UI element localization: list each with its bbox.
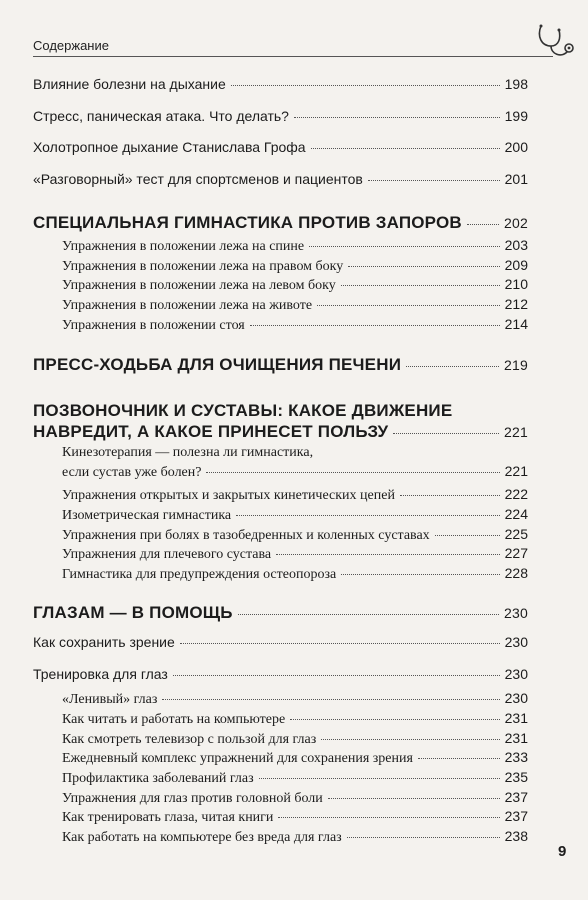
toc-subentry[interactable] bbox=[62, 690, 528, 708]
toc-entry-title-line2: если сустав уже болен? bbox=[62, 465, 202, 480]
toc-entry-title: Профилактика заболеваний глаз bbox=[62, 771, 254, 786]
dot-leader bbox=[347, 837, 500, 838]
toc-entry-title: Упражнения открытых и закрытых кинетических цепей bbox=[62, 488, 395, 503]
toc-entry-title: Как читать и работать на компьютере bbox=[62, 712, 286, 727]
dot-leader bbox=[276, 554, 500, 555]
toc-subentry[interactable] bbox=[62, 828, 528, 846]
dot-leader bbox=[294, 117, 500, 118]
toc-entry-page: 199 bbox=[504, 108, 528, 124]
toc-entry-title: Как работать на компьютере без вреда для глаз bbox=[62, 830, 342, 845]
running-header-title: Содержание bbox=[33, 38, 109, 53]
toc-subentry[interactable] bbox=[62, 730, 528, 748]
dot-leader bbox=[250, 325, 500, 326]
stethoscope-icon bbox=[535, 22, 579, 62]
toc-entry-title: Упражнения для плечевого сустава bbox=[62, 547, 272, 562]
toc-subentry[interactable] bbox=[62, 789, 528, 807]
toc-entry-page: 198 bbox=[504, 76, 528, 92]
toc-entry-page: 209 bbox=[504, 257, 528, 273]
toc-entry-page: 231 bbox=[504, 710, 528, 726]
toc-entry-page: 219 bbox=[504, 357, 528, 373]
toc-entry[interactable] bbox=[33, 171, 528, 187]
toc-entry-page: 230 bbox=[504, 605, 528, 621]
dot-leader bbox=[162, 699, 499, 700]
toc-entry-title: Упражнения для глаз против головной боли bbox=[62, 791, 323, 806]
toc-entry[interactable] bbox=[33, 76, 528, 92]
toc-subentry[interactable] bbox=[62, 506, 528, 524]
toc-entry-title: Как смотреть телевизор с пользой для глаз bbox=[62, 732, 317, 747]
toc-section-title: СПЕЦИАЛЬНАЯ ГИМНАСТИКА ПРОТИВ ЗАПОРОВ bbox=[33, 213, 462, 232]
toc-subentry[interactable] bbox=[62, 769, 528, 787]
toc-entry-page: 228 bbox=[504, 565, 528, 581]
dot-leader bbox=[236, 515, 500, 516]
toc-entry[interactable] bbox=[33, 634, 528, 650]
toc-entry-page: 230 bbox=[504, 666, 528, 682]
toc-section-title-line1: ПОЗВОНОЧНИК И СУСТАВЫ: КАКОЕ ДВИЖЕНИЕ bbox=[33, 401, 453, 420]
toc-entry-page: 235 bbox=[504, 769, 528, 785]
toc-subentry[interactable] bbox=[62, 296, 528, 314]
toc-entry[interactable] bbox=[33, 666, 528, 682]
dot-leader bbox=[173, 675, 500, 676]
toc-entry-page: 231 bbox=[504, 730, 528, 746]
toc-entry-page: 221 bbox=[504, 424, 528, 440]
toc-entry-page: 230 bbox=[504, 634, 528, 650]
toc-entry-title: Гимнастика для предупреждения остеопороза bbox=[62, 567, 337, 582]
dot-leader bbox=[278, 817, 499, 818]
toc-entry-title: Тренировка для глаз bbox=[33, 666, 168, 682]
toc-entry-page: 237 bbox=[504, 789, 528, 805]
dot-leader bbox=[321, 739, 499, 740]
dot-leader bbox=[259, 778, 500, 779]
toc-entry-page: 237 bbox=[504, 808, 528, 824]
dot-leader bbox=[418, 758, 500, 759]
toc-entry-page: 225 bbox=[504, 526, 528, 542]
dot-leader bbox=[348, 266, 499, 267]
toc-entry-page: 221 bbox=[504, 463, 528, 479]
toc-entry-title: «Ленивый» глаз bbox=[62, 692, 158, 707]
toc-entry-title: Стресс, паническая атака. Что делать? bbox=[33, 108, 289, 124]
dot-leader bbox=[290, 719, 499, 720]
toc-entry-title: Влияние болезни на дыхание bbox=[33, 76, 226, 92]
toc-section-title: ГЛАЗАМ — В ПОМОЩЬ bbox=[33, 603, 233, 622]
toc-entry-page: 238 bbox=[504, 828, 528, 844]
toc-subentry[interactable] bbox=[62, 445, 528, 481]
toc-entry-title: «Разговорный» тест для спортсменов и пациентов bbox=[33, 171, 363, 187]
toc-subentry[interactable] bbox=[62, 257, 528, 275]
toc-subentry[interactable] bbox=[62, 486, 528, 504]
toc-entry-page: 200 bbox=[504, 139, 528, 155]
toc-entry-page: 222 bbox=[504, 486, 528, 502]
toc-entry-page: 210 bbox=[504, 276, 528, 292]
toc-entry[interactable] bbox=[33, 108, 528, 124]
page-number: 9 bbox=[558, 843, 567, 860]
toc-section-title: ПРЕСС-ХОДЬБА ДЛЯ ОЧИЩЕНИЯ ПЕЧЕНИ bbox=[33, 355, 402, 374]
dot-leader bbox=[328, 798, 500, 799]
toc-entry-title: Упражнения в положении лежа на животе bbox=[62, 298, 313, 313]
toc-subentry[interactable] bbox=[62, 237, 528, 255]
dot-leader bbox=[406, 366, 499, 367]
toc-entry-page: 202 bbox=[504, 215, 528, 231]
dot-leader bbox=[311, 148, 500, 149]
dot-leader bbox=[400, 495, 500, 496]
toc-subentry[interactable] bbox=[62, 316, 528, 334]
toc-entry-page: 224 bbox=[504, 506, 528, 522]
toc-section-heading[interactable] bbox=[33, 603, 528, 623]
dot-leader bbox=[317, 305, 500, 306]
toc-entry-title: Ежедневный комплекс упражнений для сохранения зрения bbox=[62, 751, 413, 766]
toc-entry-title: Как сохранить зрение bbox=[33, 634, 175, 650]
toc-entry[interactable] bbox=[33, 139, 528, 155]
toc-entry-title-line1: Кинезотерапия — полезна ли гимнастика, bbox=[62, 445, 314, 460]
dot-leader bbox=[309, 246, 500, 247]
toc-subentry[interactable] bbox=[62, 545, 528, 563]
toc-entry-page: 212 bbox=[504, 296, 528, 312]
dot-leader bbox=[368, 180, 500, 181]
toc-subentry[interactable] bbox=[62, 276, 528, 294]
toc-section-heading[interactable] bbox=[33, 401, 528, 442]
toc-subentry[interactable] bbox=[62, 749, 528, 767]
toc-entry-title: Изометрическая гимнастика bbox=[62, 508, 232, 523]
toc-entry-title: Упражнения при болях в тазобедренных и коленных суставах bbox=[62, 528, 430, 543]
toc-entry-page: 230 bbox=[504, 690, 528, 706]
dot-leader bbox=[206, 472, 499, 473]
dot-leader bbox=[393, 433, 499, 434]
toc-entry-page: 201 bbox=[504, 171, 528, 187]
toc-section-heading[interactable] bbox=[33, 355, 528, 375]
dot-leader bbox=[435, 535, 500, 536]
toc-section-heading[interactable] bbox=[33, 213, 528, 233]
toc-subentry[interactable] bbox=[62, 808, 528, 826]
dot-leader bbox=[180, 643, 500, 644]
toc-entry-title: Упражнения в положении лежа на правом боку bbox=[62, 259, 344, 274]
toc-entry-title: Упражнения в положении стоя bbox=[62, 318, 245, 333]
header-rule bbox=[33, 56, 553, 57]
toc-entry-page: 203 bbox=[504, 237, 528, 253]
toc-subentry[interactable] bbox=[62, 710, 528, 728]
toc-entry-page: 233 bbox=[504, 749, 528, 765]
dot-leader bbox=[231, 85, 500, 86]
toc-entry-title: Упражнения в положении лежа на левом боку bbox=[62, 278, 336, 293]
dot-leader bbox=[341, 574, 499, 575]
dot-leader bbox=[238, 614, 499, 615]
toc-section-title-line2: НАВРЕДИТ, А КАКОЕ ПРИНЕСЕТ ПОЛЬЗУ bbox=[33, 422, 389, 441]
toc-entry-page: 214 bbox=[504, 316, 528, 332]
toc-entry-title: Как тренировать глаза, читая книги bbox=[62, 810, 274, 825]
dot-leader bbox=[341, 285, 500, 286]
dot-leader bbox=[467, 224, 499, 225]
toc-subentry[interactable] bbox=[62, 526, 528, 544]
toc-subentry[interactable] bbox=[62, 565, 528, 583]
toc-entry-page: 227 bbox=[504, 545, 528, 561]
toc-entry-title: Упражнения в положении лежа на спине bbox=[62, 239, 305, 254]
toc-entry-title: Холотропное дыхание Станислава Грофа bbox=[33, 139, 306, 155]
